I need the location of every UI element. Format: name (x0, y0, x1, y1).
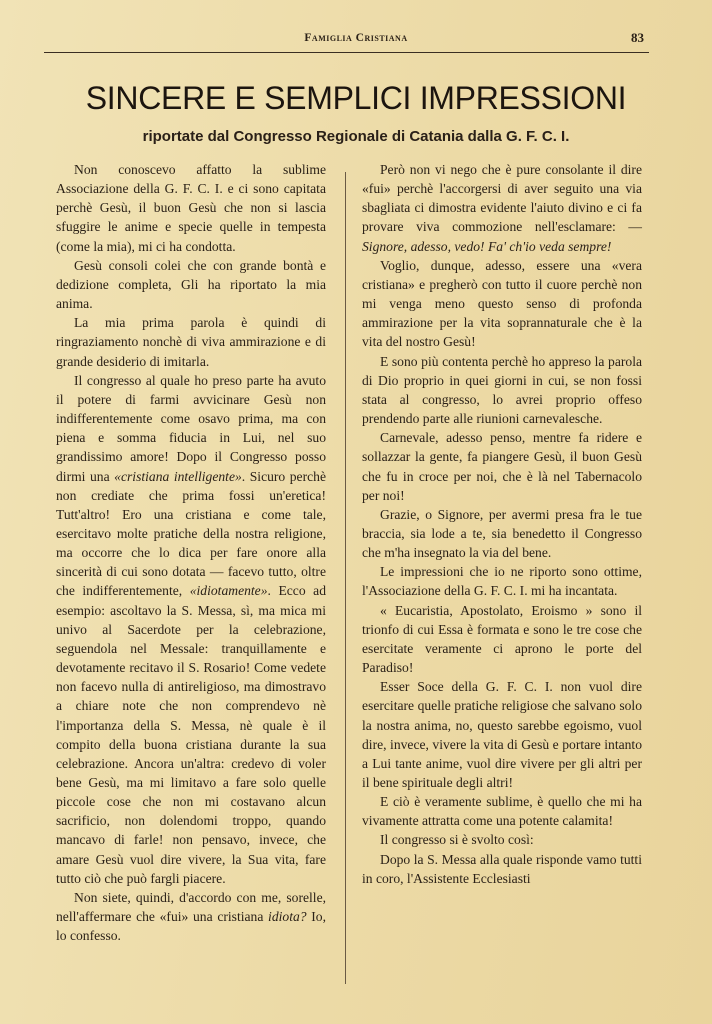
paragraph: Esser Soce della G. F. C. I. non vuol dire esercitare quelle pratiche religiose che salvano solo la nostra anima, no, questo sarebbe egoismo, vuol dire, invece, vivere la vita di Gesù e portare intanto a Lui tante anime, vuol dire vivere per gli altri per il bene spirituale degli altri! (362, 679, 642, 790)
paragraph: Gesù consoli colei che con grande bontà e dedizione completa, Gli ha riportato la mia anima. (56, 257, 326, 312)
paragraph (56, 888, 326, 945)
paragraph: Non conoscevo affatto la sublime Associazione della G. F. C. I. e ci sono capitata perchè Gesù, il buon Gesù che non si lascia sfuggire le anime e specie quelle in tempesta (come la mia), mi ci ha condotta. (56, 162, 326, 254)
article-subtitle: riportate dal Congresso Regionale di Catania dalla G. F. C. I. (142, 128, 570, 145)
text-run: . Sicuro perchè non crediate che prima fossi un'eretica! Tutt'altro! Ero una cristiana e come tale, esercitavo molte pratiche della nostra religione, ma occorre che lo dica per fare onore alla sincerità di cui sono dotata — facevo tutto, oltre che indifferentemente, (56, 468, 326, 599)
running-head (0, 30, 712, 50)
paragraph: Voglio, dunque, adesso, essere una «vera cristiana» e pregherò con tutto il cuore perchè non mi venga meno questo senso di profonda ammirazione per la vita soprannaturale che è la vita del nostro Gesù! (362, 257, 642, 350)
page-number: 83 (631, 30, 644, 45)
paragraph (56, 371, 326, 888)
paragraph: Le impressioni che io ne riporto sono ottime, l'Associazione della G. F. C. I. mi ha incantata. (362, 564, 642, 599)
paragraph: Dopo la S. Messa alla quale risponde vamo tutti in coro, l'Assistente Ecclesiasti (362, 851, 642, 886)
text-run: Il congresso al quale ho preso parte ha avuto il potere di farmi avvicinare Gesù non indifferentemente come osavo prima, ma con piena e somma fiducia in Lui, nel suo grandissimo amore! Dopo il Congresso posso dirmi una (56, 372, 326, 484)
masthead: Famiglia Cristiana (304, 32, 408, 44)
article-title: SINCERE E SEMPLICI IMPRESSIONI (85, 80, 627, 116)
paragraph (362, 160, 642, 256)
paragraph: « Eucaristia, Apostolato, Eroismo » sono il trionfo di cui Essa è formata e sono le tre cose che esercitate veramente ci aprono le porte del Paradiso! (362, 602, 642, 676)
paragraph: Grazie, o Signore, per avermi presa fra le tue braccia, sia lode a te, sia benedetto il Congresso che m'ha insegnato la via del bene. (362, 506, 642, 561)
right-column (362, 160, 642, 888)
italic-phrase: idiota? (268, 909, 307, 925)
paragraph: E ciò è veramente sublime, è quello che mi ha vivamente attratta come una potente calamita! (362, 794, 642, 829)
italic-phrase: «cristiana intelligente» (114, 468, 242, 484)
italic-phrase: «idiotamente» (189, 583, 268, 599)
column-divider (345, 172, 346, 984)
header-rule (44, 52, 649, 53)
text-run: . Ecco ad esempio: ascoltavo la S. Messa, sì, ma mica mi univo al Sacerdote per la celebrazione, seguendola nel Messale: tranquillamente e devotamente recitavo il S. Rosario! Come vedete non facevo nulla di antireligioso, ma dimostravo a chiare note che non comprendevo nè l'importanza della S. Messa, nè quale è il compito della buona cristiana durante la sua celebrazione. Ancora un'altra: credevo di voler bene Gesù, ma mi limitavo a fare solo quelle piccole cose che non mi costavano alcun sacrificio, non dolendomi troppo, quando mancavo di farle! non pensavo, invece, che amare Gesù vuol dire vivere, la Sua vita, fare tutto ciò che può fargli piacere. (56, 583, 326, 886)
paragraph: Carnevale, adesso penso, mentre fa ridere e sollazzar la gente, fa piangere Gesù, il buon Gesù che fu in croce per noi, che è là nel Tabernacolo per noi! (362, 430, 642, 503)
left-column (56, 160, 326, 945)
paragraph: Il congresso si è svolto così: (380, 832, 534, 848)
text-run: Però non vi nego che è pure consolante il dire «fui» perchè l'accorgersi di aver seguito una via sbagliata ci dimostra evidente l'aiuto divino e ci fa provare viva commozione nell'esclamare: — (362, 162, 642, 235)
paragraph: E sono più contenta perchè ho appreso la parola di Dio proprio in quei giorni in cui, se non fossi stata al congresso, lo avrei proprio offeso prendendo parte alle riunioni carnevalesche. (362, 353, 642, 427)
text-run: Io, lo confesso. (56, 909, 326, 944)
paragraph: La mia prima parola è quindi di ringraziamento nonchè di viva ammirazione e di grande desiderio di imitarla. (56, 315, 326, 369)
text-run: Non siete, quindi, d'accordo con me, sorelle, nell'affermare che «fui» una cristiana (56, 889, 326, 925)
italic-phrase: Signore, adesso, vedo! Fa' ch'io veda sempre! (362, 238, 612, 254)
